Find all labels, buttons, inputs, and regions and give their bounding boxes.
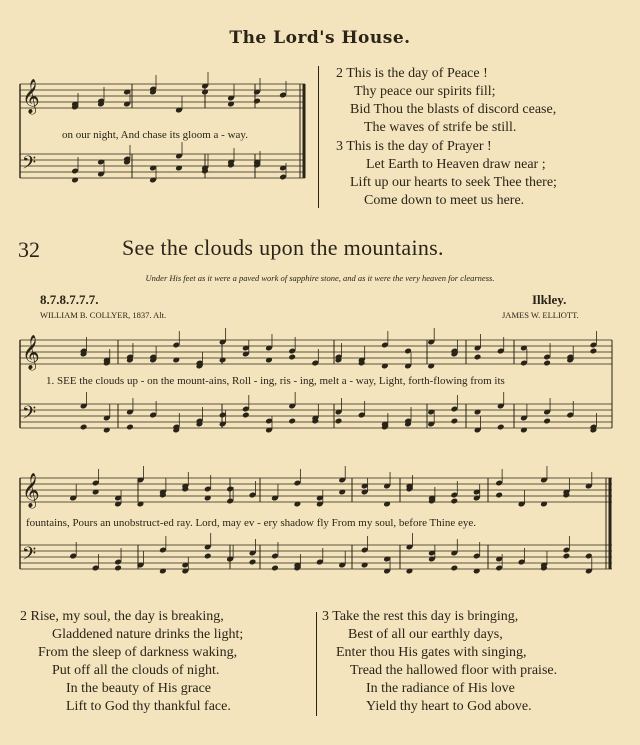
- verse-line: Come down to meet us here.: [364, 193, 525, 208]
- verse-line: 2 Rise, my soul, the day is breaking,: [20, 609, 224, 624]
- system1-lyrics: 1. SEE the clouds up - on the mount-ains, Roll - ing, ris - ing, melt a - way, Light, forth-flowing from its: [46, 375, 505, 387]
- treble-clef-icon: 𝄞: [22, 473, 40, 508]
- verse-line: From the sleep of darkness waking,: [38, 645, 238, 660]
- verse-line: Thy peace our spirits fill;: [354, 84, 496, 99]
- verse-line: Bid Thou the blasts of discord cease,: [350, 102, 557, 117]
- s2-bass-note: [450, 565, 458, 572]
- s1-bass-note: [335, 418, 343, 425]
- verse-line: Put off all the clouds of night.: [52, 663, 220, 678]
- verse-line: The waves of strife be still.: [364, 120, 517, 135]
- hymn-number: 32: [18, 237, 40, 262]
- top-verse-3: [336, 138, 557, 210]
- treble-clef-icon: 𝄞: [22, 335, 40, 370]
- s2-bass-note: [114, 565, 122, 572]
- s1-bass-note: [497, 424, 505, 431]
- verse-line: Tread the hallowed floor with praise.: [350, 663, 558, 678]
- s1-treble-note: [543, 360, 551, 367]
- top-system-lyrics: on our night, And chase its gloom a - way.: [62, 129, 248, 141]
- verse-line: 3 Take the rest this day is bringing,: [322, 609, 519, 624]
- s1-bass-note: [451, 418, 459, 425]
- hymn-epigraph: Under His feet as it were a paved work of sapphire stone, and as it were the very heaven for clearness.: [145, 273, 495, 283]
- s2-treble-note: [495, 492, 503, 499]
- s1-bass-note: [126, 424, 134, 431]
- s2-bass-note: [204, 553, 212, 560]
- s2-bass-note: [563, 553, 571, 560]
- bass-clef-icon: 𝄢: [22, 544, 37, 569]
- verse-line: In the beauty of His grace: [66, 681, 211, 696]
- verse-line: Best of all our earthly days,: [348, 627, 503, 642]
- s2-bass-note: [249, 559, 257, 566]
- verse-line: 2 This is the day of Peace !: [336, 66, 488, 81]
- s2-bass-note: [271, 565, 279, 572]
- verse-line: 3 This is the day of Prayer !: [336, 139, 492, 154]
- verse-line: Gladdened nature drinks the light;: [52, 627, 244, 642]
- s1-treble-note: [288, 354, 296, 361]
- s1-treble-note: [590, 348, 598, 355]
- s1-bass-note: [288, 418, 296, 425]
- tune-name: Ilkley.: [532, 292, 567, 307]
- bottom-verse-3: [322, 608, 557, 716]
- verse-line: In the radiance of His love: [366, 681, 515, 696]
- verse-line: Let Earth to Heaven draw near ;: [366, 157, 546, 172]
- verse-line: Lift up our hearts to seek Thee there;: [350, 175, 557, 190]
- system2-lyrics: fountains, Pours an unobstruct-ed ray. Lord, may ev - ery shadow fly From my soul, before Thine eye.: [26, 517, 476, 529]
- hymn-composer: JAMES W. ELLIOTT.: [502, 310, 579, 320]
- bottom-column-divider: [316, 612, 317, 716]
- treble-clef-icon: 𝄞: [22, 79, 40, 114]
- running-head: The Lord's House.: [229, 28, 411, 48]
- bass-clef-icon: 𝄢: [22, 403, 37, 428]
- bottom-verse-2: [20, 608, 243, 716]
- top-verse-2: [336, 65, 556, 137]
- verse-line: Lift to God thy thankful face.: [66, 699, 231, 714]
- bass-clef-icon: 𝄢: [22, 153, 37, 178]
- hymn-title: See the clouds upon the mountains.: [122, 235, 444, 260]
- s2-treble-note: [450, 498, 458, 505]
- s1-bass-note: [242, 412, 250, 419]
- s1-bass-note: [80, 424, 88, 431]
- verse-line: Enter thou His gates with singing,: [336, 645, 527, 660]
- hymn-author: WILLIAM B. COLLYER, 1837. Alt.: [40, 310, 167, 320]
- hymn-meter: 8.7.8.7.7.7.: [40, 292, 99, 307]
- top-column-divider: [318, 66, 319, 208]
- s1-treble-note: [474, 354, 482, 361]
- top-treble-note: [253, 98, 261, 105]
- verse-line: Yield thy heart to God above.: [366, 699, 532, 714]
- s1-bass-note: [543, 418, 551, 425]
